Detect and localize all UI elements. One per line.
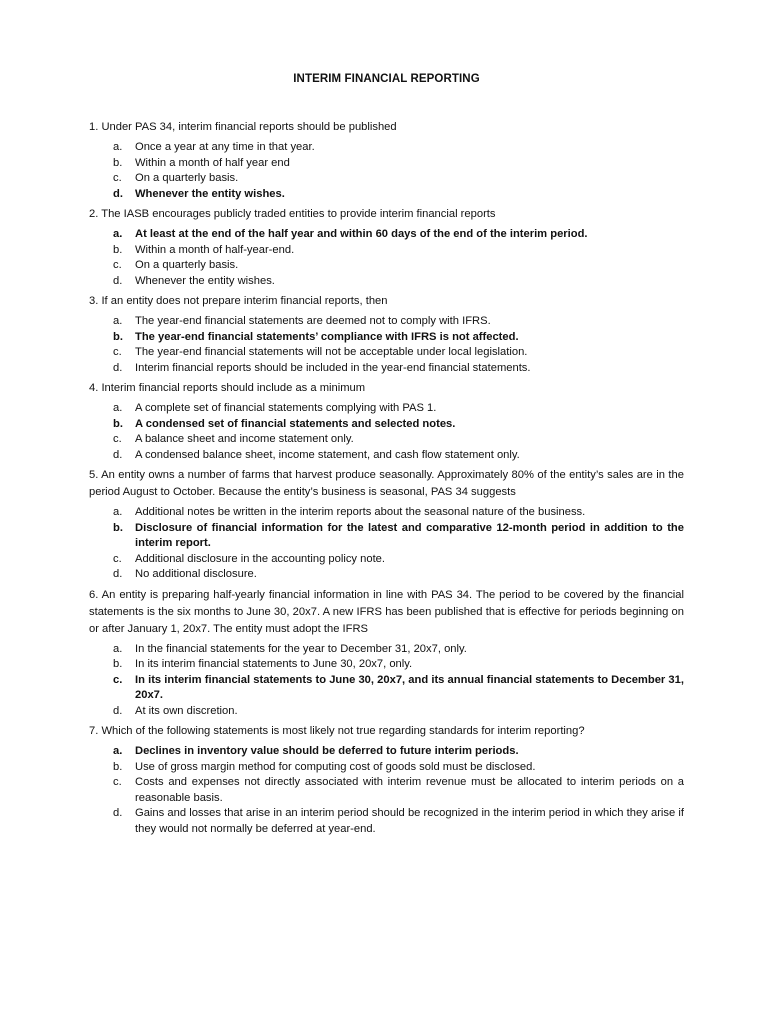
option-letter: b. xyxy=(113,417,123,430)
option-text: In its interim financial statements to June 30, 20x7, only. xyxy=(135,658,413,670)
option-text: Additional disclosure in the accounting policy note. xyxy=(135,552,386,565)
option-letter: a. xyxy=(113,402,123,414)
document-page xyxy=(89,72,684,841)
question-text: 3. If an entity does not prepare interim financial reports, then xyxy=(89,295,388,307)
answer-option xyxy=(89,274,684,290)
answer-options xyxy=(89,505,684,583)
option-letter: a. xyxy=(113,315,123,327)
answer-option xyxy=(89,704,684,720)
option-letter: b. xyxy=(113,760,123,773)
answer-options xyxy=(89,140,684,202)
option-text: A condensed set of financial statements and selected notes. xyxy=(135,417,456,430)
option-text: In the financial statements for the year to December 31, 20x7, only. xyxy=(135,642,467,655)
option-letter: d. xyxy=(113,704,123,717)
option-text: The year-end financial statements’ compliance with IFRS is not affected. xyxy=(135,330,519,343)
question-text: 4. Interim financial reports should include as a minimum xyxy=(89,382,366,394)
answer-option xyxy=(89,227,684,243)
option-text: A condensed balance sheet, income statement, and cash flow statement only. xyxy=(135,448,520,461)
option-letter: c. xyxy=(113,346,122,358)
question-text: 2. The IASB encourages publicly traded entities to provide interim financial reports xyxy=(89,208,496,220)
option-text: On a quarterly basis. xyxy=(135,172,239,184)
option-letter: b. xyxy=(113,330,123,343)
option-text: Declines in inventory value should be deferred to future interim periods. xyxy=(135,745,519,757)
option-text: Once a year at any time in that year. xyxy=(135,141,315,153)
answer-option xyxy=(89,258,684,274)
option-text: A balance sheet and income statement only. xyxy=(135,433,354,445)
answer-option xyxy=(89,806,684,837)
option-letter: a. xyxy=(113,642,123,655)
option-text: Costs and expenses not directly associated with interim revenue must be allocated to interim periods on a reasonable basis. xyxy=(135,776,684,804)
answer-option xyxy=(89,521,684,552)
answer-option xyxy=(89,673,684,704)
option-letter: d. xyxy=(113,568,123,580)
answer-option xyxy=(89,140,684,156)
answer-option xyxy=(89,505,684,521)
answer-option xyxy=(89,314,684,330)
answer-option xyxy=(89,401,684,417)
option-letter: c. xyxy=(113,776,122,788)
option-text: Additional notes be written in the interim reports about the seasonal nature of the business. xyxy=(135,506,586,518)
question-1 xyxy=(89,119,684,202)
answer-option xyxy=(89,760,684,776)
option-letter: d. xyxy=(113,274,123,287)
answer-option xyxy=(89,156,684,172)
option-text: Use of gross margin method for computing cost of goods sold must be disclosed. xyxy=(135,760,536,773)
question-list xyxy=(89,119,684,837)
option-letter: b. xyxy=(113,156,123,169)
answer-option xyxy=(89,552,684,568)
answer-option xyxy=(89,187,684,203)
option-letter: c. xyxy=(113,673,123,686)
answer-option xyxy=(89,417,684,433)
option-letter: c. xyxy=(113,433,122,445)
option-text: The year-end financial statements will not be acceptable under local legislation. xyxy=(135,346,528,358)
answer-option xyxy=(89,171,684,187)
answer-option xyxy=(89,775,684,806)
question-6 xyxy=(89,587,684,720)
option-letter: b. xyxy=(113,521,123,534)
question-5 xyxy=(89,467,684,583)
option-letter: a. xyxy=(113,141,123,153)
question-2 xyxy=(89,206,684,289)
answer-options xyxy=(89,642,684,720)
answer-option xyxy=(89,567,684,583)
answer-option xyxy=(89,448,684,464)
option-letter: a. xyxy=(113,745,123,757)
option-text: On a quarterly basis. xyxy=(135,259,239,271)
answer-option xyxy=(89,432,684,448)
option-text: Within a month of half-year-end. xyxy=(135,243,295,256)
answer-options xyxy=(89,227,684,289)
option-text: Disclosure of financial information for the latest and comparative 12-month period in addition to the interim report. xyxy=(135,521,684,549)
option-text: Whenever the entity wishes. xyxy=(135,274,275,287)
answer-option xyxy=(89,345,684,361)
question-4 xyxy=(89,380,684,463)
option-text: Interim financial reports should be included in the year-end financial statements. xyxy=(135,361,531,374)
option-text: In its interim financial statements to June 30, 20x7, and its annual financial statements to December 31, 20x7. xyxy=(135,673,684,701)
option-text: A complete set of financial statements complying with PAS 1. xyxy=(135,402,437,414)
answer-options xyxy=(89,401,684,463)
option-text: At its own discretion. xyxy=(135,704,238,717)
question-text: 1. Under PAS 34, interim financial reports should be published xyxy=(89,121,397,133)
option-text: Within a month of half year end xyxy=(135,156,290,169)
answer-option xyxy=(89,744,684,760)
option-text: Gains and losses that arise in an interim period should be recognized in the interim period in which they arise if they would not normally be deferred at year-end. xyxy=(135,807,684,835)
option-letter: b. xyxy=(113,658,123,670)
option-letter: d. xyxy=(113,361,123,374)
option-text: No additional disclosure. xyxy=(135,568,257,580)
answer-option xyxy=(89,657,684,673)
option-letter: c. xyxy=(113,552,122,565)
answer-options xyxy=(89,314,684,376)
option-text: Whenever the entity wishes. xyxy=(135,187,285,200)
option-letter: b. xyxy=(113,243,123,256)
option-letter: c. xyxy=(113,172,122,184)
option-letter: d. xyxy=(113,187,123,200)
option-text: At least at the end of the half year and within 60 days of the end of the interim period. xyxy=(135,228,588,240)
option-letter: a. xyxy=(113,506,123,518)
answer-option xyxy=(89,361,684,377)
question-text: 7. Which of the following statements is most likely not true regarding standards for interim reporting? xyxy=(89,725,585,737)
answer-option xyxy=(89,330,684,346)
question-text: 5. An entity owns a number of farms that harvest produce seasonally. Approximately 80% of the entity’s sales are in the period August to October. Because the entity’s business is seasonal, PAS 34 suggests xyxy=(89,469,684,498)
answer-option xyxy=(89,642,684,658)
question-text: 6. An entity is preparing half-yearly financial information in line with PAS 34. The period to be covered by the financial statements is the six months to June 30, 20x7. A new IFRS has been published that is effective for periods beginning on or after January 1, 20x7. The entity must adopt the IFRS xyxy=(89,588,684,635)
option-letter: c. xyxy=(113,259,122,271)
document-title: INTERIM FINANCIAL REPORTING xyxy=(293,73,480,85)
question-7 xyxy=(89,723,684,837)
answer-option xyxy=(89,243,684,259)
question-3 xyxy=(89,293,684,376)
answer-options xyxy=(89,744,684,837)
option-letter: d. xyxy=(113,448,123,461)
option-letter: a. xyxy=(113,228,123,240)
option-letter: d. xyxy=(113,807,123,819)
option-text: The year-end financial statements are deemed not to comply with IFRS. xyxy=(135,315,491,327)
